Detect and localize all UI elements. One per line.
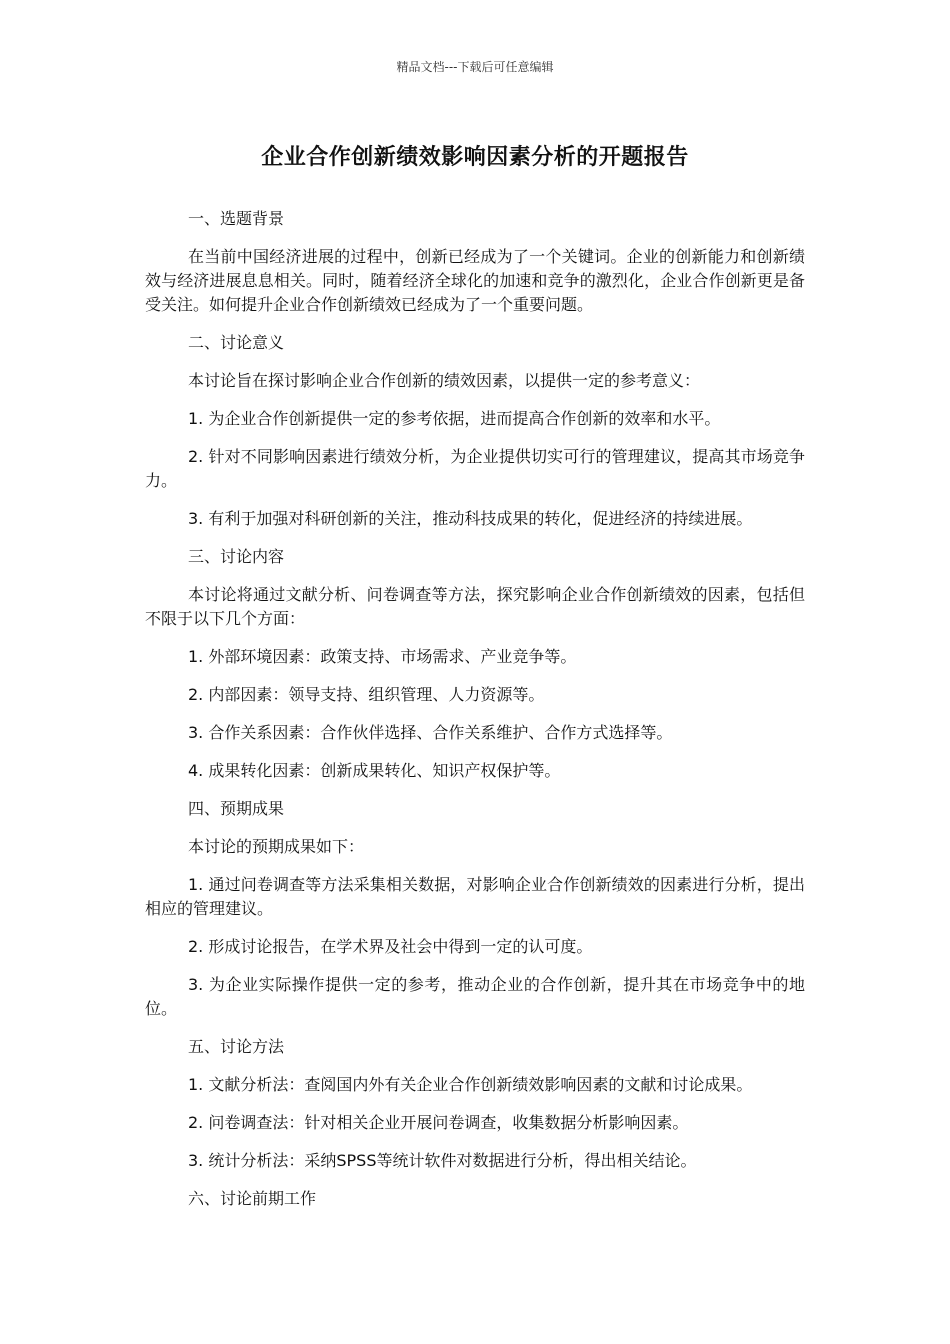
paragraph-content-intro: 本讨论将通过文献分析、问卷调查等方法，探究影响企业合作创新绩效的因素，包括但不限于以下几个方面： bbox=[145, 585, 805, 628]
paragraph-background: 在当前中国经济进展的过程中，创新已经成为了一个关键词。企业的创新能力和创新绩效与经济进展息息相关。同时，随着经济全球化的加速和竞争的激烈化，企业合作创新更是备受关注。如何提升企业合作创新绩效已经成为了一个重要问题。 bbox=[145, 247, 805, 314]
list-item: 1. 外部环境因素：政策支持、市场需求、产业竞争等。 bbox=[188, 647, 577, 666]
section-heading-preliminary-work: 六、讨论前期工作 bbox=[188, 1189, 317, 1208]
list-item: 3. 合作关系因素：合作伙伴选择、合作关系维护、合作方式选择等。 bbox=[188, 723, 673, 742]
document-body bbox=[145, 207, 805, 1225]
list-item: 2. 内部因素：领导支持、组织管理、人力资源等。 bbox=[188, 685, 545, 704]
section-heading-background: 一、选题背景 bbox=[188, 209, 285, 228]
list-item: 3. 为企业实际操作提供一定的参考，推动企业的合作创新，提升其在市场竞争中的地位。 bbox=[145, 975, 805, 1018]
list-item: 3. 有利于加强对科研创新的关注，推动科技成果的转化，促进经济的持续进展。 bbox=[188, 509, 753, 528]
document-title: 企业合作创新绩效影响因素分析的开题报告 bbox=[261, 145, 689, 170]
list-item: 3. 统计分析法：采纳SPSS等统计软件对数据进行分析，得出相关结论。 bbox=[188, 1151, 697, 1170]
list-item: 2. 形成讨论报告，在学术界及社会中得到一定的认可度。 bbox=[188, 937, 593, 956]
list-item: 1. 通过问卷调查等方法采集相关数据，对影响企业合作创新绩效的因素进行分析，提出相应的管理建议。 bbox=[145, 875, 805, 918]
paragraph-expected-intro: 本讨论的预期成果如下： bbox=[188, 837, 365, 856]
section-heading-expected-results: 四、预期成果 bbox=[188, 799, 285, 818]
section-heading-methods: 五、讨论方法 bbox=[188, 1037, 285, 1056]
list-item: 2. 针对不同影响因素进行绩效分析，为企业提供切实可行的管理建议，提高其市场竞争力。 bbox=[145, 447, 805, 490]
list-item: 1. 为企业合作创新提供一定的参考依据，进而提高合作创新的效率和水平。 bbox=[188, 409, 721, 428]
paragraph-significance-intro: 本讨论旨在探讨影响企业合作创新的绩效因素，以提供一定的参考意义： bbox=[188, 371, 701, 390]
page-header: 精品文档---下载后可任意编辑 bbox=[396, 60, 554, 74]
list-item: 1. 文献分析法：查阅国内外有关企业合作创新绩效影响因素的文献和讨论成果。 bbox=[188, 1075, 753, 1094]
list-item: 4. 成果转化因素：创新成果转化、知识产权保护等。 bbox=[188, 761, 561, 780]
list-item: 2. 问卷调查法：针对相关企业开展问卷调查，收集数据分析影响因素。 bbox=[188, 1113, 689, 1132]
section-heading-significance: 二、讨论意义 bbox=[188, 333, 285, 352]
section-heading-content: 三、讨论内容 bbox=[188, 547, 285, 566]
